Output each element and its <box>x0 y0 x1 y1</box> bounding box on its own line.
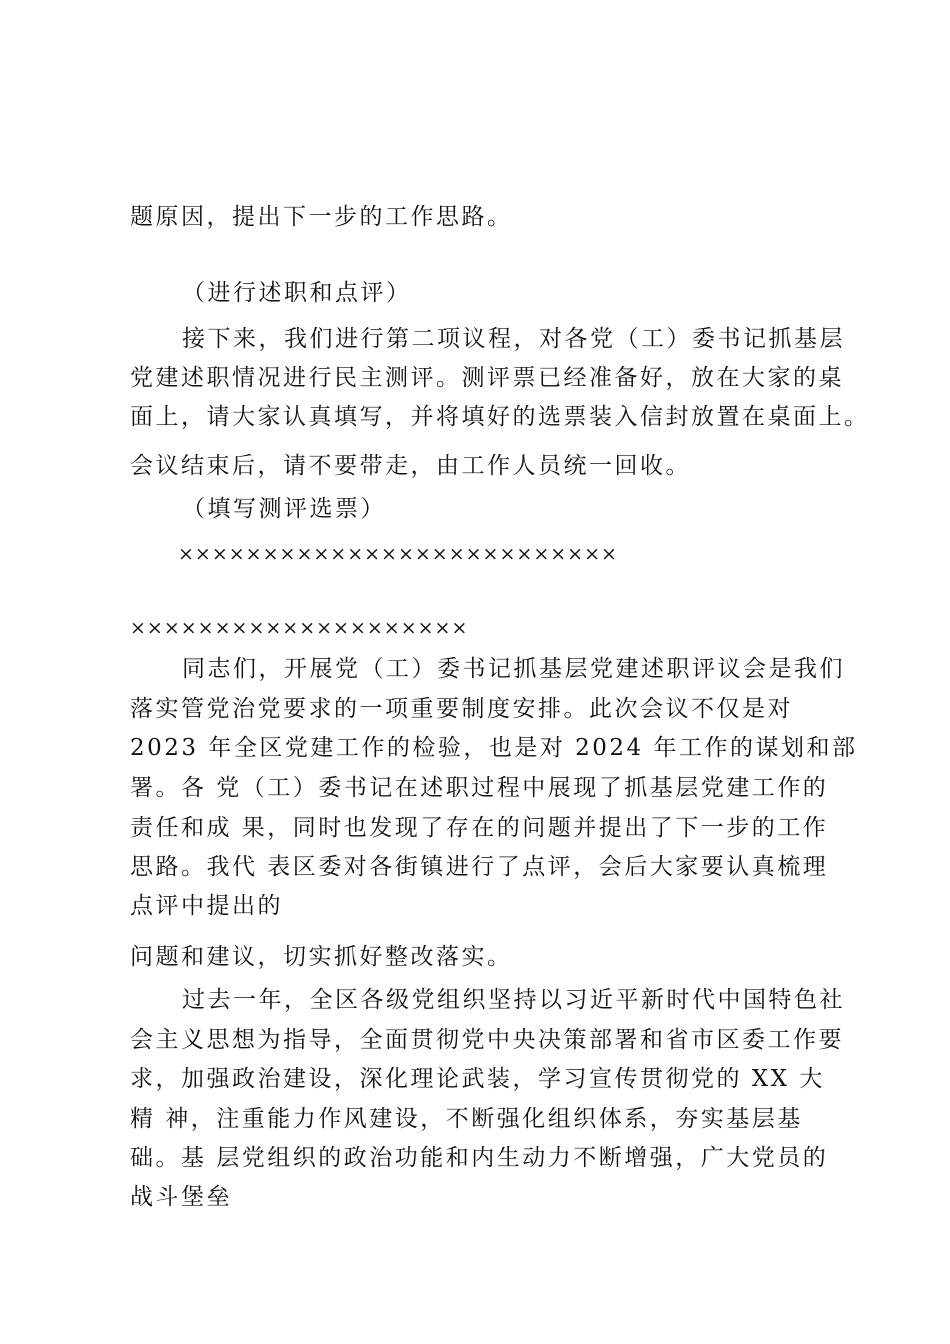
stage-direction: （进行述职和点评） <box>182 280 412 306</box>
text-line: 署。各 党（工）委书记在述职过程中展现了抓基层党建工作的 <box>130 775 829 801</box>
text-line: 题原因，提出下一步的工作思路。 <box>130 204 513 230</box>
redacted-line: ×××××××××××××××××××××××××× <box>178 543 618 565</box>
paragraph-first-line: 同志们，开展党（工）委书记抓基层党建述职评议会是我们 <box>182 656 845 682</box>
text-line: 点评中提出的 <box>130 893 283 919</box>
text-line: 落实管党治党要求的一项重要制度安排。此次会议不仅是对 <box>130 696 793 722</box>
text-line: 党建述职情况进行民主测评。测评票已经准备好，放在大家的桌 <box>130 365 844 391</box>
text-line: 精 神，注重能力作风建设，不断强化组织体系，夯实基层基 <box>130 1106 803 1132</box>
paragraph-first-line: 接下来，我们进行第二项议程，对各党（工）委书记抓基层 <box>182 326 845 352</box>
paragraph-first-line: 过去一年，全区各级党组织坚持以习近平新时代中国特色社 <box>182 987 845 1013</box>
text-line: 面上，请大家认真填写，并将填好的选票装入信封放置在桌面上。 <box>130 404 870 430</box>
text-line: 会主义思想为指导，全面贯彻党中央决策部署和省市区委工作要 <box>130 1027 844 1053</box>
text-line: 会议结束后，请不要带走，由工作人员统一回收。 <box>130 453 691 479</box>
redacted-line: ×××××××××××××××××××× <box>130 617 469 639</box>
text-line: 问题和建议，切实抓好整改落实。 <box>130 944 513 970</box>
text-line: 2023 年全区党建工作的检验，也是对 2024 年工作的谋划和部 <box>130 735 858 761</box>
text-line: 思路。我代 表区委对各街镇进行了点评，会后大家要认真梳理 <box>130 854 829 880</box>
text-line: 战斗堡垒 <box>130 1184 232 1210</box>
stage-direction: （填写测评选票） <box>182 496 386 522</box>
text-line: 责任和成 果，同时也发现了存在的问题并提出了下一步的工作 <box>130 815 829 841</box>
text-line: 础。基 层党组织的政治功能和内生动力不断增强，广大党员的 <box>130 1145 829 1171</box>
text-line: 求，加强政治建设，深化理论武装，学习宣传贯彻党的 XX 大 <box>130 1066 825 1092</box>
